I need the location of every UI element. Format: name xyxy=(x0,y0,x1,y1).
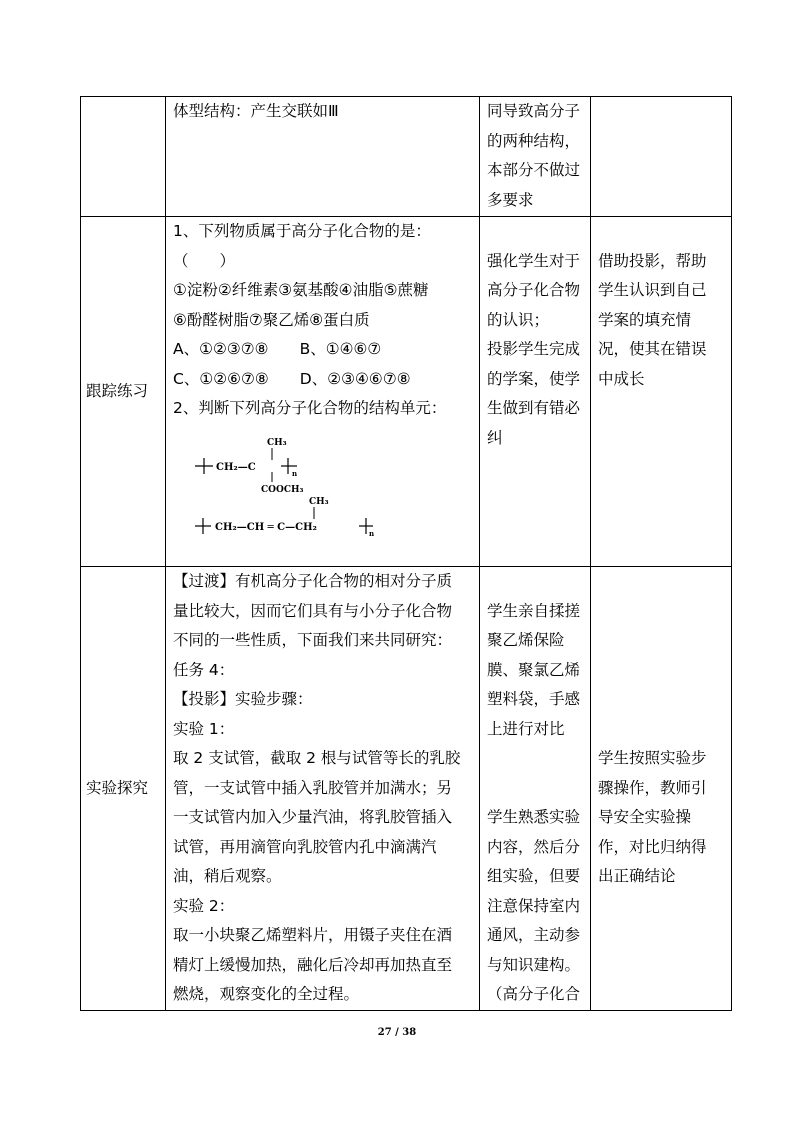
intent-line: 中成长 xyxy=(598,369,645,388)
student-line: （高分子化合 xyxy=(487,985,581,1003)
intent-line: 导安全实验操 xyxy=(598,808,692,826)
content-line: 试管，再用滴管向乳胶管内孔中滴满汽 xyxy=(173,837,437,856)
lesson-plan-table xyxy=(80,96,732,1011)
content-line: 1、下列物质属于高分子化合物的是： xyxy=(173,222,431,240)
content-line: 2、判断下列高分子化合物的结构单元： xyxy=(173,399,447,417)
student-line: 与知识建构。 xyxy=(487,955,581,974)
student-line: 生做到有错必 xyxy=(487,399,581,417)
intent-line xyxy=(598,715,724,745)
content-line: 【过渡】有机高分子化合物的相对分子质 xyxy=(173,572,453,590)
polymer-structure-diagram xyxy=(173,430,473,548)
intent-line xyxy=(598,685,724,715)
content-line: 取 2 支试管，截取 2 根与试管等长的乳胶 xyxy=(173,749,461,767)
student-line: 高分子化合物 xyxy=(487,281,581,299)
student-line: 的认识； xyxy=(487,310,550,329)
structural-formulas xyxy=(173,424,472,550)
student-activity-cell xyxy=(480,567,591,1011)
intent-line: 骤操作，教师引 xyxy=(598,778,707,797)
student-line: 投影学生完成 xyxy=(487,340,581,358)
student-line: 组实验，但要 xyxy=(487,867,581,885)
section-cell xyxy=(81,97,166,217)
intent-line: 学生按照实验步 xyxy=(598,749,707,767)
intent-line xyxy=(598,626,724,656)
student-line: 强化学生对于 xyxy=(487,251,581,270)
intent-line: 学生认识到自己 xyxy=(598,281,707,299)
student-line: 聚乙烯保险 xyxy=(487,631,565,649)
content-line: 精灯上缓慢加热，融化后冷却再加热直至 xyxy=(173,955,453,974)
content-line: ⑥酚醛树脂⑦聚乙烯⑧蛋白质 xyxy=(173,310,370,329)
student-line: 通风，主动参 xyxy=(487,926,581,944)
content-line: 燃烧，观察变化的全过程。 xyxy=(173,985,360,1003)
content-line: 油，稍后观察。 xyxy=(173,867,282,885)
content-line: ①淀粉②纤维素③氨基酸④油脂⑤蔗糖 xyxy=(173,281,429,299)
formula1-bottom-substituent: COOCH₃ xyxy=(261,484,304,495)
formula1-top-substituent: CH₃ xyxy=(267,437,287,448)
intent-line: 学案的填充情 xyxy=(598,310,692,329)
intent-line xyxy=(598,567,724,597)
content-line: 任务 4： xyxy=(173,660,235,679)
table-row xyxy=(81,97,732,217)
section-cell: 实验探究 xyxy=(81,567,166,1011)
student-line xyxy=(487,217,583,247)
student-line: 注意保持室内 xyxy=(487,896,581,915)
student-line: 同导致高分子 xyxy=(487,102,581,120)
student-line: 纠 xyxy=(487,428,503,447)
content-line: 实验 1： xyxy=(173,719,235,738)
intent-line: 况，使其在错误 xyxy=(598,340,707,358)
content-line: 【投影】实验步骤： xyxy=(173,690,313,708)
student-line: 多要求 xyxy=(487,190,534,209)
content-cell xyxy=(166,217,480,567)
student-line xyxy=(487,744,583,774)
content-line: 量比较大，因而它们具有与小分子化合物 xyxy=(173,601,453,620)
design-intent-cell xyxy=(591,97,732,217)
formula1-chain: CH₂—C xyxy=(216,461,256,473)
table-row xyxy=(81,217,732,567)
student-activity-cell xyxy=(480,217,591,567)
student-line: 学生熟悉实验 xyxy=(487,808,581,826)
student-line: 学生亲自揉搓 xyxy=(487,601,581,620)
content-line: C、①②⑥⑦⑧ D、②③④⑥⑦⑧ xyxy=(173,369,411,388)
student-line: 塑料袋，手感 xyxy=(487,690,581,708)
formula-polyisoprene xyxy=(195,497,374,538)
content-line: A、①②③⑦⑧ B、①④⑥⑦ xyxy=(173,340,382,358)
formula2-chain: CH₂—CH ═ C—CH₂ xyxy=(215,521,317,533)
content-line: 取一小块聚乙烯塑料片，用镊子夹住在酒 xyxy=(173,926,453,944)
page-number: 27 / 38 xyxy=(377,1027,417,1038)
student-line: 本部分不做过 xyxy=(487,161,581,179)
formula2-top-substituent: CH₃ xyxy=(309,496,329,507)
intent-line: 出正确结论 xyxy=(598,867,676,885)
content-line: 体型结构：产生交联如Ⅲ xyxy=(173,102,339,120)
content-line: 实验 2： xyxy=(173,896,235,915)
intent-line xyxy=(598,217,724,247)
formula-pmma xyxy=(195,438,304,495)
content-line: （ ） xyxy=(173,251,236,270)
content-cell xyxy=(166,97,480,217)
intent-line: 借助投影，帮助 xyxy=(598,251,707,270)
formula2-subscript: n xyxy=(369,528,375,538)
formula1-subscript: n xyxy=(292,468,298,478)
table-row xyxy=(81,567,732,1011)
student-line: 的两种结构， xyxy=(487,131,581,150)
content-line: 不同的一些性质，下面我们来共同研究： xyxy=(173,631,453,649)
student-activity-cell xyxy=(480,97,591,217)
content-cell xyxy=(166,567,480,1011)
student-line: 膜、聚氯乙烯 xyxy=(487,660,581,679)
student-line: 上进行对比 xyxy=(487,719,565,738)
section-cell: 跟踪练习 xyxy=(81,217,166,567)
student-line: 内容，然后分 xyxy=(487,837,581,856)
student-line xyxy=(487,567,583,597)
design-intent-cell xyxy=(591,567,732,1011)
content-line: 管，一支试管中插入乳胶管并加满水；另 xyxy=(173,778,453,797)
student-line: 的学案，使学 xyxy=(487,369,581,388)
student-line xyxy=(487,774,583,804)
design-intent-cell xyxy=(591,217,732,567)
intent-line xyxy=(598,656,724,686)
content-line: 一支试管内加入少量汽油，将乳胶管插入 xyxy=(173,808,453,826)
intent-line: 作，对比归纳得 xyxy=(598,837,707,856)
intent-line xyxy=(598,597,724,627)
